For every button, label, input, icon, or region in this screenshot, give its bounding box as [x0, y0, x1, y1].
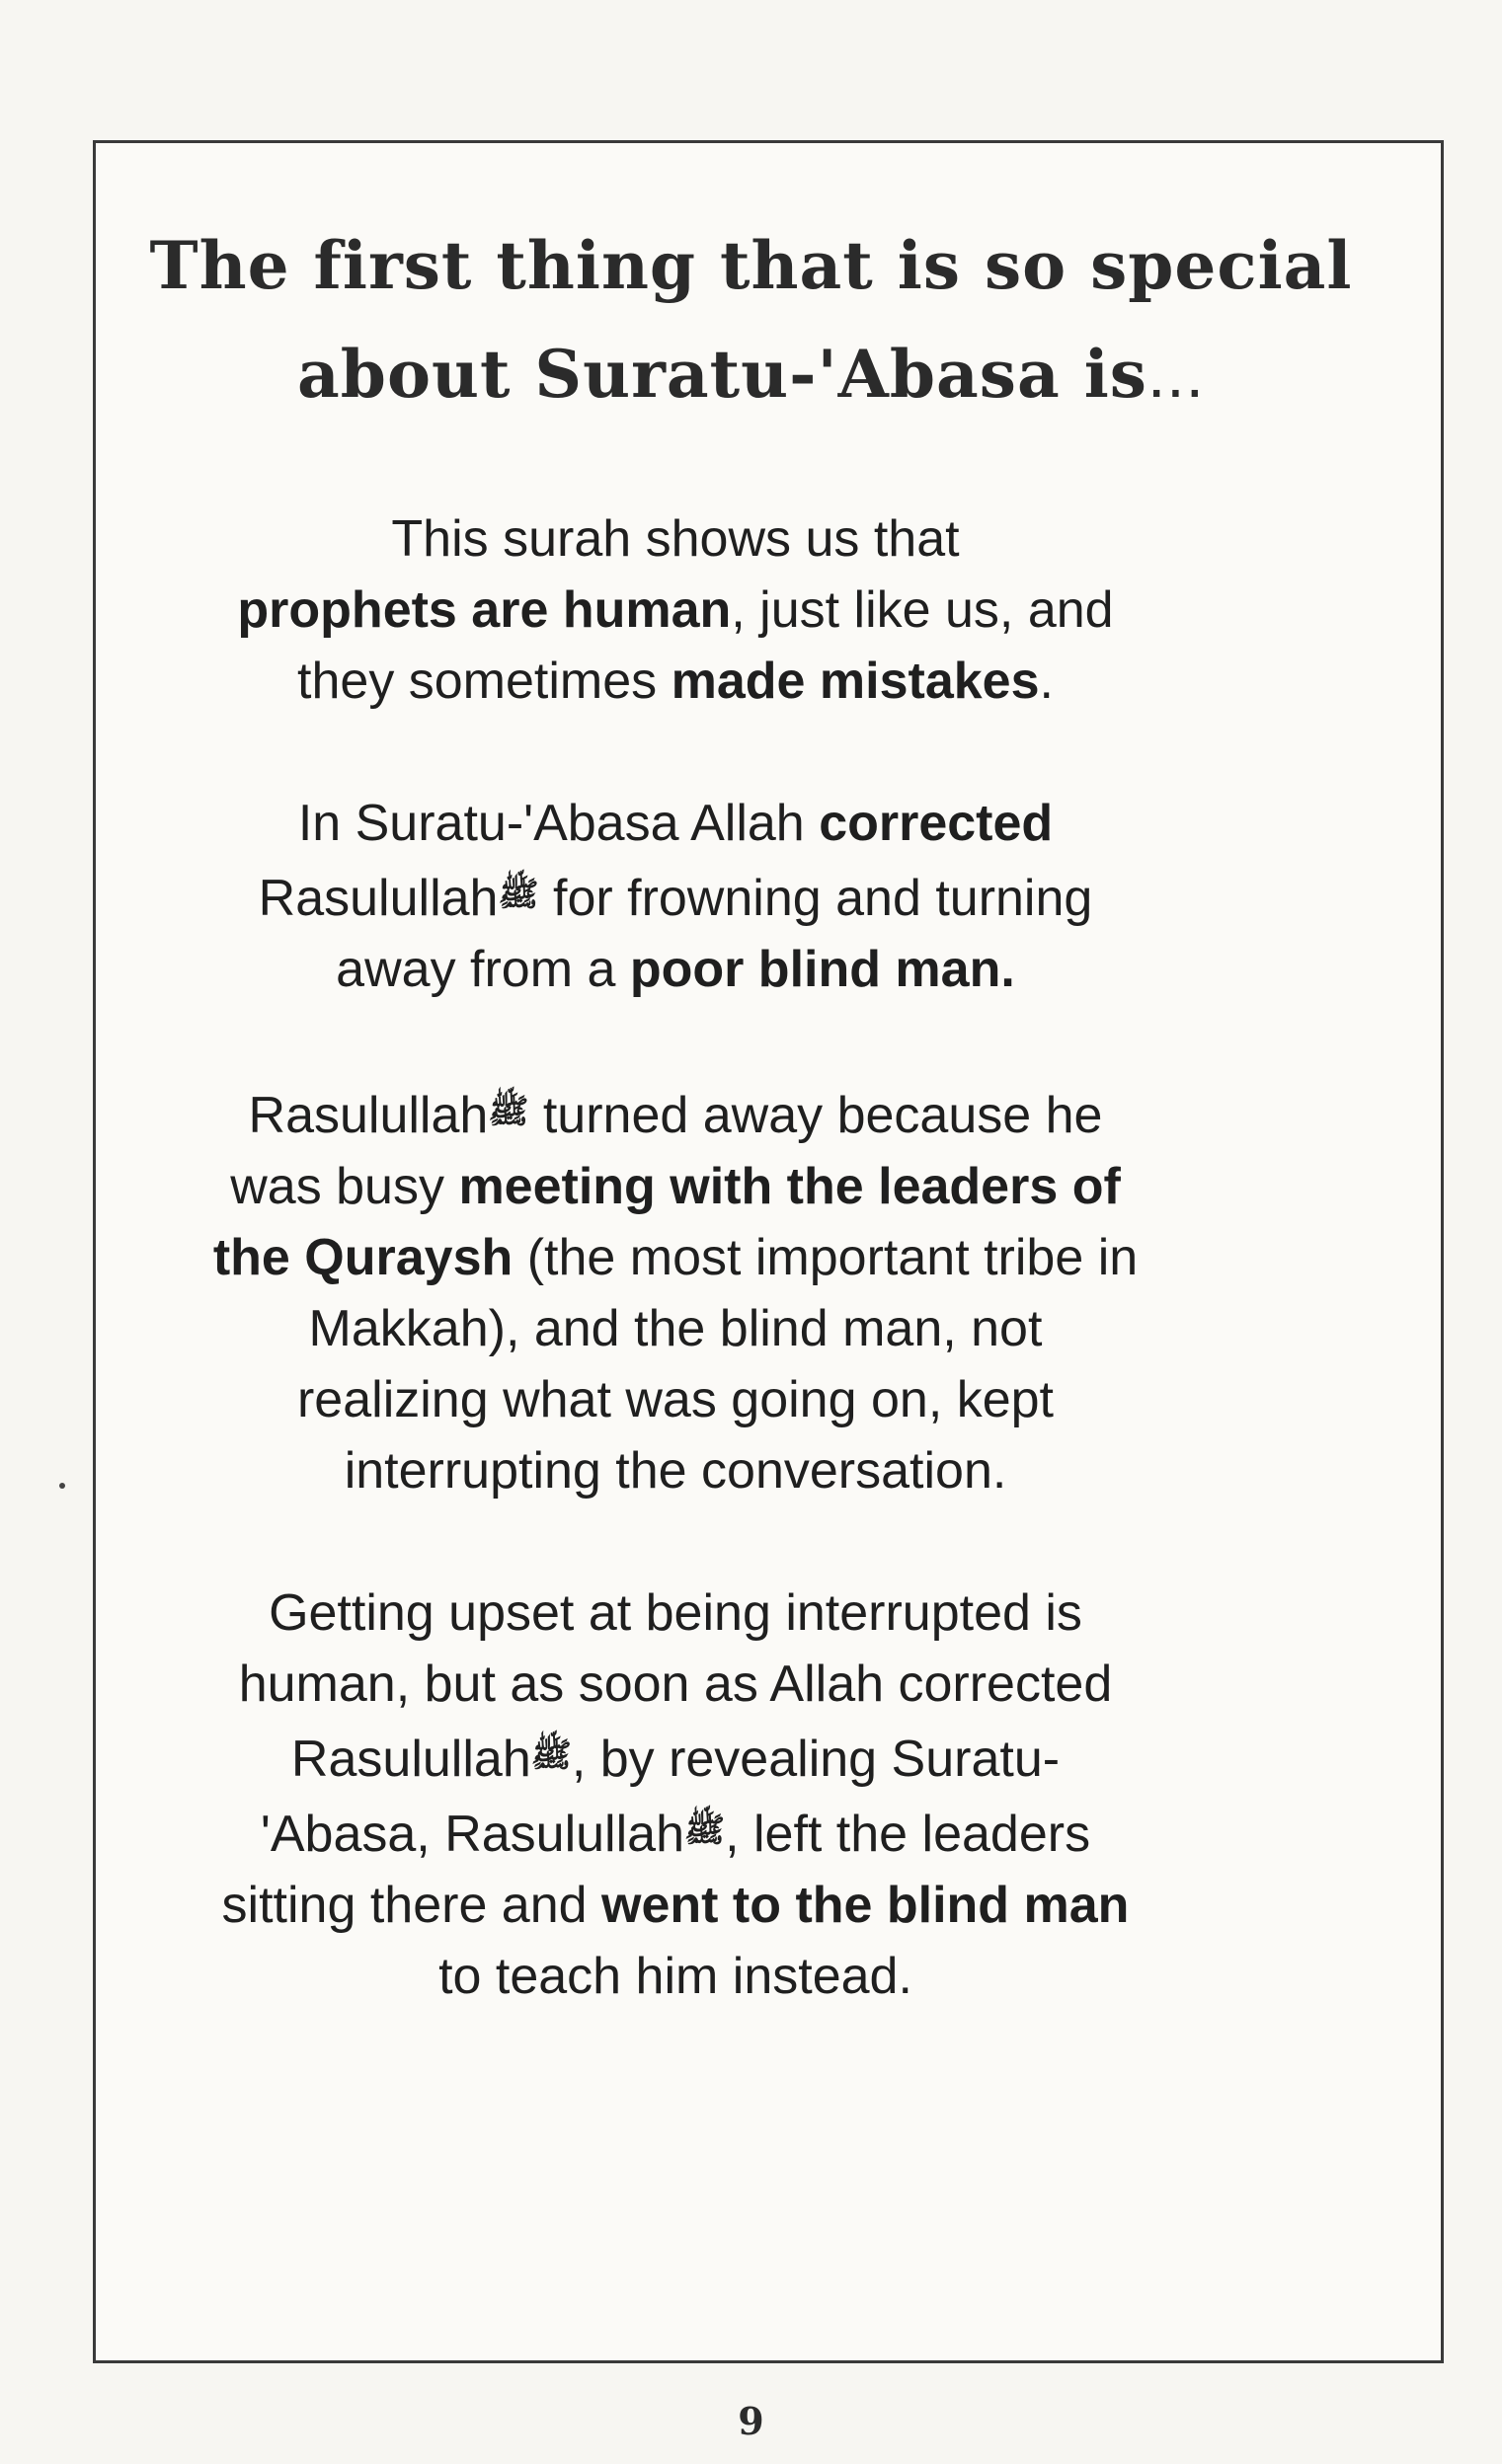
- p2-line-1: [40, 788, 1311, 859]
- honorific-icon: ﷺ: [530, 1736, 572, 1774]
- p4-line-3-name: Rasulullah: [290, 1731, 531, 1788]
- heading-ellipsis: ...: [1146, 338, 1205, 411]
- p3-line-2-text: was busy: [230, 1158, 459, 1215]
- p4-line-4-text: , left the leaders: [725, 1806, 1091, 1863]
- p3-line-1-text: turned away because he: [528, 1087, 1103, 1144]
- page-heading: [0, 211, 1502, 428]
- p1-bold-1: prophets are human: [237, 581, 732, 639]
- p2-line-2-name: Rasulullah: [258, 870, 499, 927]
- p1-line-3: [40, 646, 1311, 717]
- p3-line-5: realizing what was going on, kept: [296, 1371, 1054, 1428]
- heading-line-2-text: about Suratu-'Abasa is: [297, 336, 1147, 413]
- paragraph-3: [40, 1076, 1311, 1506]
- p2-line-3: [40, 934, 1311, 1005]
- p1-line-3-text: they sometimes: [297, 653, 672, 710]
- paragraph-2: [40, 788, 1311, 1005]
- p3-line-6: interrupting the conversation.: [344, 1442, 1007, 1500]
- heading-line-1: The first thing that is so special: [149, 227, 1353, 304]
- p3-line-3: [40, 1222, 1311, 1293]
- p3-bold-2: the Quraysh: [212, 1229, 514, 1286]
- p2-bold-1: corrected: [819, 795, 1054, 852]
- p4-line-6: to teach him instead.: [438, 1948, 912, 2005]
- honorific-icon: ﷺ: [488, 1093, 529, 1130]
- p4-line-5-text: sitting there and: [221, 1877, 602, 1934]
- p4-line-4: [40, 1795, 1311, 1870]
- p4-line-1: Getting upset at being interrupted is: [269, 1584, 1082, 1642]
- p2-bold-2: poor blind man.: [629, 941, 1015, 998]
- p4-bold-1: went to the blind man: [601, 1877, 1130, 1934]
- p1-line-2-text: , just like us, and: [731, 581, 1114, 639]
- honorific-icon: ﷺ: [498, 876, 539, 913]
- p4-line-4-name: 'Abasa, Rasulullah: [260, 1806, 684, 1863]
- p2-line-2: [40, 859, 1311, 934]
- p1-line-1: This surah shows us that: [391, 510, 960, 568]
- paragraph-4: [40, 1578, 1311, 2012]
- honorific-icon: ﷺ: [684, 1811, 726, 1849]
- p4-line-5: [40, 1870, 1311, 1941]
- body-text: [40, 503, 1311, 2083]
- p4-line-2: human, but as soon as Allah corrected: [238, 1656, 1113, 1713]
- p4-line-3: [40, 1720, 1311, 1795]
- p1-line-2: [40, 575, 1311, 646]
- p1-line-3-end: .: [1039, 653, 1054, 710]
- p3-line-1: [40, 1076, 1311, 1151]
- p1-bold-2: made mistakes: [671, 653, 1040, 710]
- p4-line-3-text: , by revealing Suratu-: [571, 1731, 1061, 1788]
- page-number: 9: [738, 2399, 764, 2443]
- p3-line-3-text: (the most important tribe in: [513, 1229, 1139, 1286]
- p2-line-3-text: away from a: [336, 941, 630, 998]
- heading-line-2: [0, 320, 1502, 428]
- paragraph-1: [40, 503, 1311, 717]
- p3-line-4: Makkah), and the blind man, not: [308, 1300, 1043, 1357]
- p3-bold-1: meeting with the leaders of: [458, 1158, 1121, 1215]
- p3-line-2: [40, 1151, 1311, 1222]
- p2-line-1-text: In Suratu-'Abasa Allah: [297, 795, 820, 852]
- p3-line-1-name: Rasulullah: [248, 1087, 489, 1144]
- p2-line-2-text: for frowning and turning: [538, 870, 1093, 927]
- speck-mark: [59, 1483, 65, 1489]
